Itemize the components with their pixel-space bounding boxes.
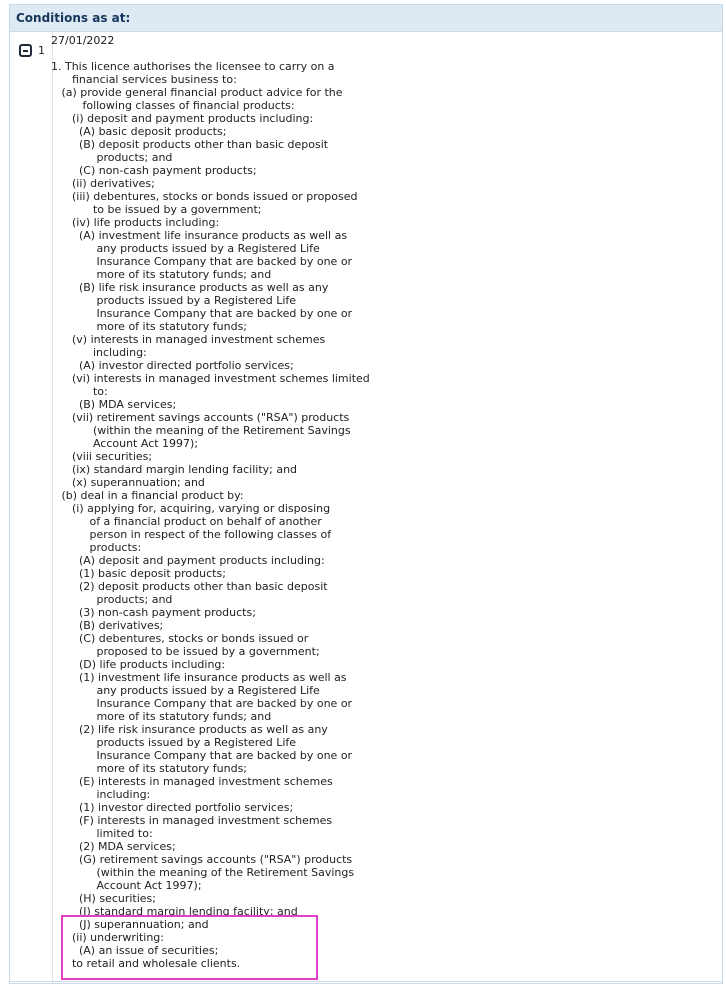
condition-line: to retail and wholesale clients. [51, 957, 241, 970]
condition-line: products issued by a Registered Life [51, 294, 297, 307]
condition-line: (E) interests in managed investment schemes [51, 775, 333, 788]
condition-line: (ii) derivatives; [51, 177, 155, 190]
condition-line: 1. This licence authorises the licensee to carry on a [51, 60, 335, 73]
row-number: 1 [38, 44, 45, 57]
condition-line: (J) superannuation; and [51, 918, 209, 931]
condition-line: (i) applying for, acquiring, varying or disposing [51, 502, 331, 515]
condition-line: more of its statutory funds; and [51, 268, 272, 281]
condition-line: (1) investment life insurance products as well as [51, 671, 347, 684]
condition-content [51, 34, 711, 970]
condition-line: following classes of financial products: [51, 99, 295, 112]
condition-line: (x) superannuation; and [51, 476, 205, 489]
condition-line: more of its statutory funds; and [51, 710, 272, 723]
condition-line: (2) life risk insurance products as well as any [51, 723, 328, 736]
condition-line: including: [51, 788, 151, 801]
condition-line: (A) basic deposit products; [51, 125, 227, 138]
condition-line: (C) debentures, stocks or bonds issued or [51, 632, 309, 645]
conditions-header: Conditions as at: [10, 5, 722, 32]
condition-line: (within the meaning of the Retirement Savings [51, 866, 355, 879]
condition-line: (iv) life products including: [51, 216, 220, 229]
condition-line: Insurance Company that are backed by one or [51, 255, 353, 268]
condition-line: of a financial product on behalf of another [51, 515, 322, 528]
collapse-toggle-icon[interactable] [19, 44, 32, 57]
condition-line: (I) standard margin lending facility; and [51, 905, 298, 918]
condition-line: (1) basic deposit products; [51, 567, 226, 580]
condition-line: (ii) underwriting: [51, 931, 164, 944]
condition-line: (B) deposit products other than basic deposit [51, 138, 329, 151]
condition-line: (2) MDA services; [51, 840, 176, 853]
condition-line: to: [51, 385, 108, 398]
condition-line: (B) life risk insurance products as well as any [51, 281, 329, 294]
condition-line: (i) deposit and payment products including: [51, 112, 314, 125]
condition-line: (3) non-cash payment products; [51, 606, 256, 619]
condition-line: (F) interests in managed investment schemes [51, 814, 333, 827]
condition-line: (ix) standard margin lending facility; and [51, 463, 298, 476]
condition-line: more of its statutory funds; [51, 320, 248, 333]
condition-line: (a) provide general financial product advice for the [51, 86, 343, 99]
condition-line: Insurance Company that are backed by one or [51, 749, 353, 762]
condition-line: Insurance Company that are backed by one or [51, 307, 353, 320]
condition-line: Insurance Company that are backed by one or [51, 697, 353, 710]
condition-line: (v) interests in managed investment schemes [51, 333, 326, 346]
row-controls [10, 32, 53, 983]
condition-line: person in respect of the following classes of [51, 528, 332, 541]
condition-line: (vi) interests in managed investment schemes limited [51, 372, 370, 385]
condition-line: limited to: [51, 827, 153, 840]
condition-line: (B) derivatives; [51, 619, 164, 632]
condition-line: (A) deposit and payment products including: [51, 554, 325, 567]
condition-line: (viii securities; [51, 450, 153, 463]
condition-line: to be issued by a government; [51, 203, 262, 216]
condition-line: (within the meaning of the Retirement Savings [51, 424, 351, 437]
condition-line: (B) MDA services; [51, 398, 177, 411]
condition-line: (2) deposit products other than basic deposit [51, 580, 328, 593]
condition-line: (D) life products including: [51, 658, 226, 671]
condition-line: (A) investment life insurance products as well as [51, 229, 348, 242]
condition-line: (C) non-cash payment products; [51, 164, 257, 177]
condition-date: 27/01/2022 [51, 34, 115, 47]
condition-line: (1) investor directed portfolio services; [51, 801, 294, 814]
condition-line: (G) retirement savings accounts ("RSA") products [51, 853, 353, 866]
condition-line: any products issued by a Registered Life [51, 242, 320, 255]
condition-line: financial services business to: [51, 73, 237, 86]
condition-line: products issued by a Registered Life [51, 736, 297, 749]
condition-line: products; and [51, 151, 173, 164]
condition-line: (A) investor directed portfolio services; [51, 359, 294, 372]
condition-line: Account Act 1997); [51, 879, 202, 892]
condition-line: Account Act 1997); [51, 437, 199, 450]
bottom-divider [10, 981, 722, 982]
condition-line: any products issued by a Registered Life [51, 684, 320, 697]
condition-line: products: [51, 541, 142, 554]
condition-line: (iii) debentures, stocks or bonds issued or proposed [51, 190, 358, 203]
condition-line: more of its statutory funds; [51, 762, 248, 775]
condition-line: proposed to be issued by a government; [51, 645, 320, 658]
condition-line: including: [51, 346, 147, 359]
condition-line: (vii) retirement savings accounts ("RSA") products [51, 411, 350, 424]
condition-line: (A) an issue of securities; [51, 944, 219, 957]
condition-line: (H) securities; [51, 892, 156, 905]
condition-text [51, 60, 711, 970]
condition-line: products; and [51, 593, 173, 606]
condition-line: (b) deal in a financial product by: [51, 489, 244, 502]
